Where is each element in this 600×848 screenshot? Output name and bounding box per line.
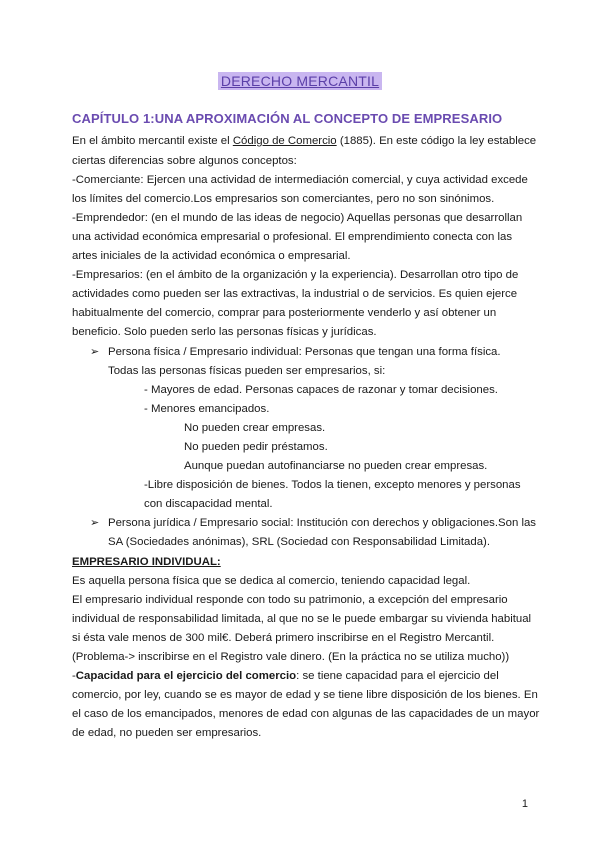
persona-fisica-line-1: Persona física / Empresario individual: Personas que tengan una forma física. [108,346,501,358]
empresarios-line-3: habitualmente del comercio, comprar para posteriormente venderlo y así obtener un [72,307,497,319]
capacidad-line [72,668,499,684]
empresarios-line-4: beneficio. Solo pueden serlo las personas físicas y jurídicas. [72,326,377,338]
menores-sub-1: No pueden crear empresas. [184,422,326,434]
mayores-edad: - Mayores de edad. Personas capaces de razonar y tomar decisiones. [144,384,498,396]
menores-emancipados: - Menores emancipados. [144,403,270,415]
persona-juridica-line-2: SA (Sociedades anónimas), SRL (Sociedad con Responsabilidad Limitada). [108,536,491,548]
codigo-comercio-link[interactable]: Código de Comercio [232,135,337,147]
capacidad-bold-term: Capacidad para el ejercicio del comercio [75,670,297,682]
empresario-individual-line-9: de edad, no pueden ser empresarios. [72,727,262,739]
persona-fisica-line-2: Todas las personas físicas pueden ser empresarios, si: [108,365,386,377]
empresarios-line-2: actividades como pueden ser las extractivas, la industrial o de servicios. Es quien ejerce [72,288,518,300]
emprendedor-line-1: -Emprendedor: (en el mundo de las ideas de negocio) Aquellas personas que desarrollan [72,212,523,224]
menores-sub-3: Aunque puedan autofinanciarse no pueden crear empresas. [184,460,488,472]
empresario-individual-line-1: Es aquella persona física que se dedica al comercio, teniendo capacidad legal. [72,575,471,587]
empresarios-line-1: -Empresarios: (en el ámbito de la organización y la experiencia). Desarrollan otro tipo de [72,269,519,281]
title-container [0,72,600,91]
chapter-heading: CAPÍTULO 1:UNA APROXIMACIÓN AL CONCEPTO DE EMPRESARIO [72,111,503,126]
emprendedor-line-2: una actividad económica empresarial o profesional. El emprendimiento conecta con las [72,231,513,243]
intro-text-post: (1885). En este código la ley establece [336,135,537,147]
empresario-individual-heading: EMPRESARIO INDIVIDUAL: [72,556,221,568]
empresario-individual-line-3: individual de responsabilidad limitada, al que no se le puede embargar su vivienda habitual [72,613,532,625]
empresario-individual-line-5: (Problema-> inscribirse en el Registro vale dinero. (En la práctica no se utiliza mucho)) [72,651,510,663]
capacidad-dash: - [72,670,76,682]
libre-disposicion-2: con discapacidad mental. [144,498,273,510]
empresario-individual-line-4: si ésta vale menos de 300 mil€. Deberá primero inscribirse en el Registro Mercantil. [72,632,495,644]
empresario-individual-line-8: el caso de los emancipados, menores de edad con algunas de las capacidades de un mayor [72,708,540,720]
comerciante-line-2: los límites del comercio.Los empresarios son comerciantes, pero no son sinónimos. [72,193,495,205]
document-title: DERECHO MERCANTIL [218,72,382,90]
persona-juridica-line-1: Persona jurídica / Empresario social: Institución con derechos y obligaciones.Son las [108,517,537,529]
arrow-bullet-icon: ➢ [90,346,100,358]
capacidad-rest: : se tiene capacidad para el ejercicio del [296,670,499,682]
empresario-individual-line-2: El empresario individual responde con todo su patrimonio, a excepción del empresario [72,594,508,606]
libre-disposicion-1: -Libre disposición de bienes. Todos la tienen, excepto menores y personas [144,479,521,491]
arrow-bullet-icon: ➢ [90,517,100,529]
page-number: 1 [521,798,528,810]
menores-sub-2: No pueden pedir préstamos. [184,441,328,453]
intro-line-1 [72,133,536,149]
intro-text-pre: En el ámbito mercantil existe el [72,135,233,147]
empresario-individual-line-7: comercio, por ley, cuando se es mayor de edad y se tiene libre disposición de los bienes. En [72,689,538,701]
comerciante-line-1: -Comerciante: Ejercen una actividad de intermediación comercial, y cuya actividad excede [72,174,528,186]
emprendedor-line-3: artes iniciales de la actividad económica o empresarial. [72,250,351,262]
intro-line-2: ciertas diferencias sobre algunos conceptos: [72,155,297,167]
